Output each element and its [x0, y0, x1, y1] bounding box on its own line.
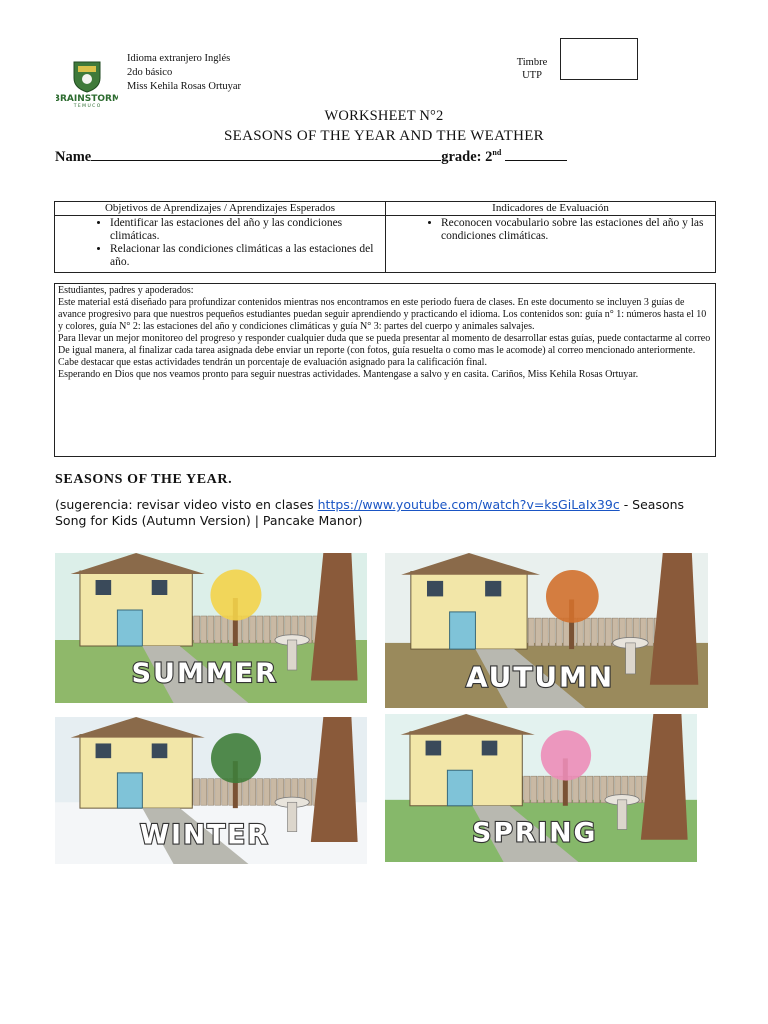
- fence-plank: [222, 779, 228, 805]
- indicators-cell: [386, 216, 716, 273]
- video-suggestion: (sugerencia: revisar video visto en clases https://www.youtube.com/watch?v=ksGiLaIx39c - Seasons Song for Kids (Autumn Version) | Pancake Manor): [55, 497, 685, 528]
- fence-plank: [545, 776, 551, 803]
- fence-plank: [535, 618, 541, 646]
- message-greeting: Estudiantes, padres y apoderados:: [58, 285, 194, 296]
- fence-plank: [573, 776, 579, 803]
- fence-plank: [250, 779, 256, 805]
- indicators-header: Indicadores de Evaluación: [386, 202, 716, 216]
- small-tree-crown: [210, 570, 261, 621]
- fence-plank: [542, 618, 548, 646]
- fence-plank: [257, 616, 263, 643]
- bird-bath-stand: [287, 802, 296, 831]
- window: [152, 743, 168, 758]
- fence-plank: [556, 618, 562, 646]
- window: [152, 580, 168, 595]
- winter-illustration: [55, 717, 367, 864]
- door: [447, 770, 472, 806]
- name-label: Name: [55, 149, 92, 165]
- window: [482, 741, 498, 756]
- fence-plank: [591, 618, 597, 646]
- fence-plank: [587, 776, 593, 803]
- fence-plank: [208, 779, 214, 805]
- fence-plank: [580, 776, 586, 803]
- svg-text:BRAINSTORM: BRAINSTORM: [56, 94, 118, 104]
- fence-plank: [531, 776, 537, 803]
- fence-plank: [598, 618, 604, 646]
- fence-plank: [584, 618, 590, 646]
- small-tree-crown: [541, 730, 591, 780]
- door: [450, 612, 476, 649]
- window: [426, 741, 442, 756]
- season-label: WINTER: [139, 819, 270, 851]
- grade-field[interactable]: [505, 148, 567, 161]
- objectives-cell: [55, 216, 386, 273]
- fence-plank: [528, 618, 534, 646]
- season-label: AUTUMN: [465, 660, 615, 694]
- teacher-line: Miss Kehila Rosas Ortuyar: [127, 81, 242, 92]
- fence-plank: [215, 616, 221, 643]
- small-tree-crown: [211, 733, 261, 783]
- header-info: [127, 52, 241, 94]
- worksheet-title: SEASONS OF THE YEAR AND THE WEATHER: [224, 128, 544, 144]
- message-paragraph: Para llevar un mejor monitoreo del progreso y responder cualquier duda que se pueda presentar al momento de desarrollar estas guías, puede contactarme al correo De igual manera, al finalizar cada tarea asignada debe enviar un reporte (con fotos, guía resuelta o como mas le acomode) al correo mencionado anteriormente. Cabe destacar que estas actividades tendrán un porcentaje de evaluación asignado para la calificación final.: [58, 333, 711, 368]
- fence-plank: [549, 618, 555, 646]
- bird-bath-stand: [287, 640, 296, 670]
- window: [485, 581, 501, 597]
- svg-text:T E M U C O: T E M U C O: [73, 104, 101, 108]
- fence-plank: [201, 616, 207, 643]
- fence-plank: [215, 779, 221, 805]
- indicator-item: • Reconocen vocabulario sobre las estaciones del año y las condiciones climáticas.: [441, 217, 709, 243]
- autumn-illustration: [385, 553, 708, 708]
- objectives-table: [54, 201, 716, 273]
- grade-line: 2do básico: [127, 67, 173, 78]
- door: [117, 610, 142, 646]
- message-box: [54, 283, 716, 457]
- timbre-label: Timbre UTP: [516, 57, 548, 81]
- window: [96, 743, 112, 758]
- subject-line: Idioma extranjero Inglés: [127, 53, 231, 64]
- fence-plank: [243, 616, 249, 643]
- video-link[interactable]: https://www.youtube.com/watch?v=ksGiLaIx39c: [317, 497, 620, 512]
- small-tree-crown: [546, 570, 599, 623]
- fence-plank: [538, 776, 544, 803]
- fence-plank: [264, 616, 270, 643]
- stamp-box: [560, 38, 638, 80]
- brainstorm-logo: [56, 60, 118, 108]
- spring-illustration: [385, 714, 697, 862]
- window: [427, 581, 443, 597]
- fence-plank: [208, 616, 214, 643]
- door: [117, 773, 142, 808]
- fence-plank: [605, 618, 611, 646]
- fence-plank: [201, 779, 207, 805]
- fence-plank: [222, 616, 228, 643]
- season-label: SPRING: [472, 817, 598, 849]
- window: [96, 580, 112, 595]
- bird-bath-stand: [617, 800, 626, 830]
- section-title: SEASONS OF THE YEAR.: [55, 472, 233, 487]
- fence-plank: [257, 779, 263, 805]
- name-field[interactable]: [91, 148, 441, 161]
- fence-plank: [577, 618, 583, 646]
- objectives-header: Objetivos de Aprendizajes / Aprendizajes Esperados: [55, 202, 386, 216]
- message-paragraph: Este material está diseñado para profundizar contenidos mientras nos encontramos en este periodo fuera de clases. En este documento se incluyen 3 guías de avance progresivo para que nuestros pequeños estudiantes puedan seguir aprendiendo y practicando el idioma. Los contenidos son: guía n° 1: números hasta el 10 y colores, guía N° 2: las estaciones del año y condiciones climáticas y guía N° 3: partes del cuerpo y animales salvajes.: [58, 297, 707, 332]
- fence-plank: [243, 779, 249, 805]
- summer-illustration: [55, 553, 367, 703]
- bird-bath-stand: [626, 643, 636, 674]
- worksheet-number: WORKSHEET N°2: [324, 108, 444, 124]
- fence-plank: [264, 779, 270, 805]
- grade-label: grade: 2: [441, 149, 493, 165]
- fence-plank: [250, 616, 256, 643]
- season-label: SUMMER: [131, 658, 278, 689]
- objective-item: • Identificar las estaciones del año y las condiciones climáticas.: [110, 217, 385, 243]
- fence-plank: [194, 779, 200, 805]
- message-paragraph: Esperando en Dios que nos veamos pronto para seguir nuestras actividades. Mantengase a salvo y en casita. Cariños, Miss Kehila Rosas Ortuyar.: [58, 369, 639, 380]
- name-grade-row: Name grade: 2nd: [55, 148, 567, 166]
- fence-plank: [552, 776, 558, 803]
- fence-plank: [194, 616, 200, 643]
- fence-plank: [594, 776, 600, 803]
- objective-item: • Relacionar las condiciones climáticas a las estaciones del año.: [110, 243, 385, 269]
- fence-plank: [524, 776, 530, 803]
